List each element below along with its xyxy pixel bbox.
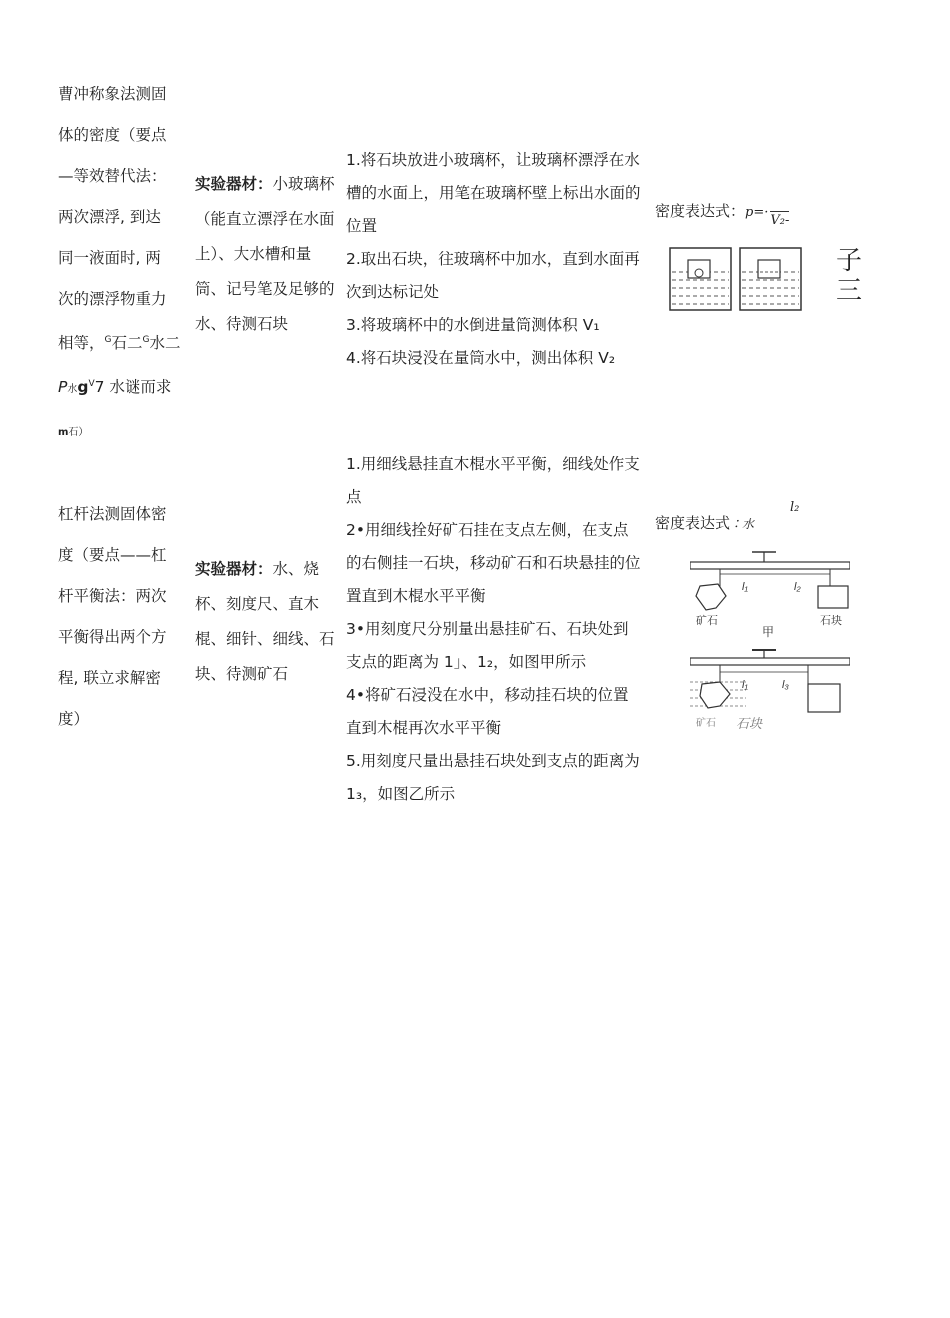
method-line: 两次漂浮, 到达 [58,208,161,226]
method-line: 平衡得出两个方 [58,628,167,646]
method-line: 杠杆法测固体密 [58,505,167,523]
label-ore-bottom: 矿石 [696,718,716,729]
equipment-cell-1 [195,167,338,342]
side-chars [836,246,866,306]
expression-denominator: V₂- [770,213,790,228]
equipment-label: 实验器材： [195,560,273,578]
beaker-figure [668,242,804,314]
label-l1-top: l₁ [742,581,748,593]
equipment-text: 水、烧杯、刻度尺、直木棍、细针、细线、石块、待测矿石 [195,560,335,683]
expression-label: 密度表达式： [655,202,746,220]
expression-value: ∶水 [730,517,755,531]
step-item: 4.将石块浸没在量筒水中，测出体积 V₂ [346,349,616,367]
step-item: 1.用细线悬挂直木棍水平平衡，细线处作支点 [346,455,640,506]
step-item: 2•用细线拴好矿石挂在支点左侧，在支点的右侧挂一石块，移动矿石和石块悬挂的位置直到木棍水平平衡 [346,521,641,605]
label-l1-bottom: l₁ [742,679,748,691]
method-line: 杆平衡法：两次 [58,587,167,605]
label-l2-top: l₂ [794,581,801,593]
method-line: 度） [58,710,90,728]
side-char: 子 [836,246,863,276]
expression-value: p=· [745,205,769,220]
density-expression-1 [655,200,789,228]
steps-cell-1 [346,144,642,375]
label-stone-bottom: 石块 [736,716,763,731]
method-line: m石） [58,427,89,438]
method-line-formula: 相等，$^G$石二$^G$水二 [58,334,181,352]
label-ore-top: 矿石 [696,615,718,627]
equipment-label: 实验器材： [195,175,273,193]
method-line: —等效替代法： [58,167,167,185]
method-line-formula-2: P水$g^V7$ 水谜而求 [58,378,172,396]
method-line: 同一液面时, 两 [58,249,161,267]
method-cell-1 [58,74,188,453]
step-item: 4•将矿石浸没在水中，移动挂石块的位置直到木棍再次水平平衡 [346,686,629,737]
step-item: 3.将玻璃杯中的水倒进量筒测体积 V₁ [346,316,600,334]
label-jia: 甲 [762,625,775,639]
step-item: 3•用刻度尺分别量出悬挂矿石、石块处到支点的距离为 1」、1₂，如图甲所示 [346,620,629,671]
lever-figure [690,548,850,732]
label-stone-top: 石块 [820,615,842,627]
method-line: 体的密度（要点 [58,126,167,144]
step-item: 2.取出石块，往玻璃杯中加水，直到水面再次到达标记处 [346,250,640,301]
density-expression-2 [655,512,754,533]
method-cell-2 [58,494,188,740]
equipment-cell-2 [195,552,338,692]
step-item: 5.用刻度尺量出悬挂石块处到支点的距离为 1₃，如图乙所示 [346,752,640,803]
steps-cell-2 [346,448,642,811]
method-line: 次的漂浮物重力 [58,290,167,308]
method-line: 曹冲称象法测固 [58,85,167,103]
expression-label: 密度表达式 [655,514,731,532]
method-line: 程, 联立求解密 [58,669,161,687]
step-item: 1.将石块放进小玻璃杯，让玻璃杯漂浮在水槽的水面上，用笔在玻璃杯壁上标出水面的位置 [346,151,641,235]
method-line: 度（要点——杠 [58,546,167,564]
equipment-text: 小玻璃杯（能直立漂浮在水面上）、大水槽和量筒、记号笔及足够的水、待测石块 [195,175,335,333]
l2-label: l₂ [790,500,800,515]
side-char: 三 [836,276,863,306]
label-l3-bottom: l₃ [782,679,789,691]
